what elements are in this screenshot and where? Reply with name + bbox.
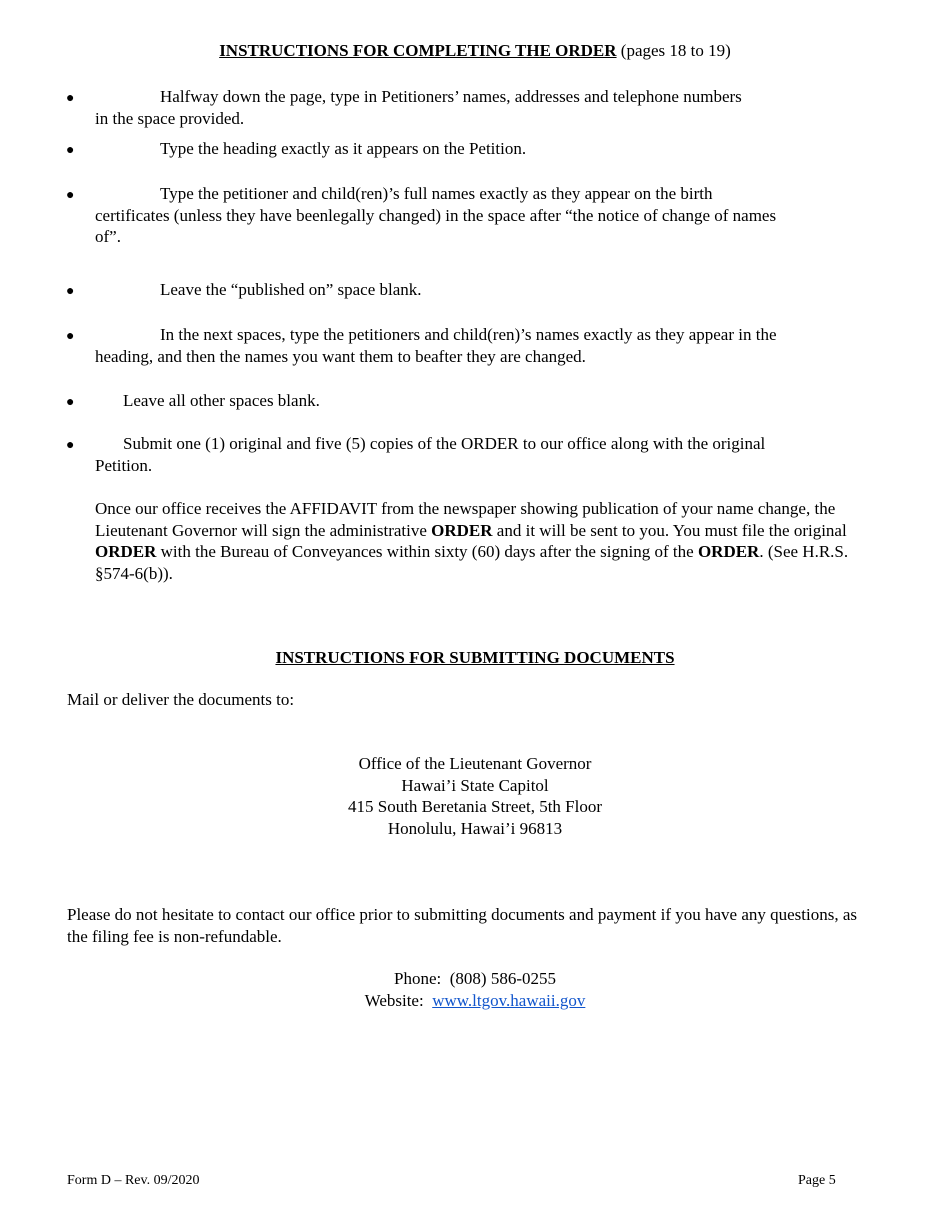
bullet-icon: ● [66, 329, 75, 344]
phone-line: Phone: (808) 586-0255 [394, 969, 556, 988]
address-block [0, 753, 950, 839]
list-item: Leave the “published on” space blank. [160, 280, 422, 299]
address-line: Honolulu, Hawai’i 96813 [387, 818, 563, 838]
contact-block [0, 968, 950, 1011]
address-line: 415 South Beretania Street, 5th Floor [347, 797, 603, 816]
contact-note: Please do not hesitate to contact our office prior to submitting documents and payment if you have any questions, as the filing fee is non-refundable. [67, 905, 858, 946]
address-line: Office of the Lieutenant Governor [358, 754, 592, 773]
list-item: Submit one (1) original and five (5) copies of the ORDER to our office along with the original Petition. [95, 434, 766, 475]
bullet-icon: ● [66, 188, 75, 203]
bullet-icon: ● [66, 284, 75, 299]
list-item: Type the petitioner and child(ren)’s full names exactly as they appear on the birth certificates (unless they have beenlegally changed) in the space after “the notice of change of names of”. [95, 184, 777, 246]
affidavit-paragraph: Once our office receives the AFFIDAVIT from the newspaper showing publication of your name change, the Lieutenant Governor will sign the administrative ORDER and it will be sent to you. You must file the original ORDER with the Bureau of Conveyances within sixty (60) days after the signing of the ORDER. (See H.R.S. §574-6(b)). [95, 499, 849, 583]
list-item: Leave all other spaces blank. [123, 391, 320, 410]
footer-form-revision: Form D – Rev. 09/2020 [67, 1173, 200, 1188]
section-title: INSTRUCTIONS FOR SUBMITTING DOCUMENTS [275, 648, 675, 667]
website-line: Website: www.ltgov.hawaii.gov [364, 990, 586, 1010]
footer-page-number: Page 5 [798, 1173, 836, 1188]
section-title: INSTRUCTIONS FOR COMPLETING THE ORDER [219, 41, 617, 60]
list-item: Halfway down the page, type in Petitioners’ names, addresses and telephone numbers in the space provided. [95, 87, 742, 128]
phone-number: (808) 586-0255 [449, 969, 556, 988]
bullet-icon: ● [66, 143, 75, 158]
section-title-note: (pages 18 to 19) [620, 41, 731, 60]
list-item: Type the heading exactly as it appears on the Petition. [160, 139, 527, 158]
section-heading-submitting [0, 647, 950, 669]
section-heading-order [0, 40, 950, 62]
bullet-icon: ● [66, 438, 75, 453]
list-item: In the next spaces, type the petitioners and child(ren)’s names exactly as they appear in the heading, and then the names you want them to beafter they are changed. [95, 325, 777, 366]
mail-intro: Mail or deliver the documents to: [67, 690, 295, 709]
address-line: Hawai’i State Capitol [401, 775, 549, 795]
bullet-icon: ● [66, 91, 75, 106]
bullet-icon: ● [66, 395, 75, 410]
website-link[interactable]: www.ltgov.hawaii.gov [432, 990, 586, 1010]
